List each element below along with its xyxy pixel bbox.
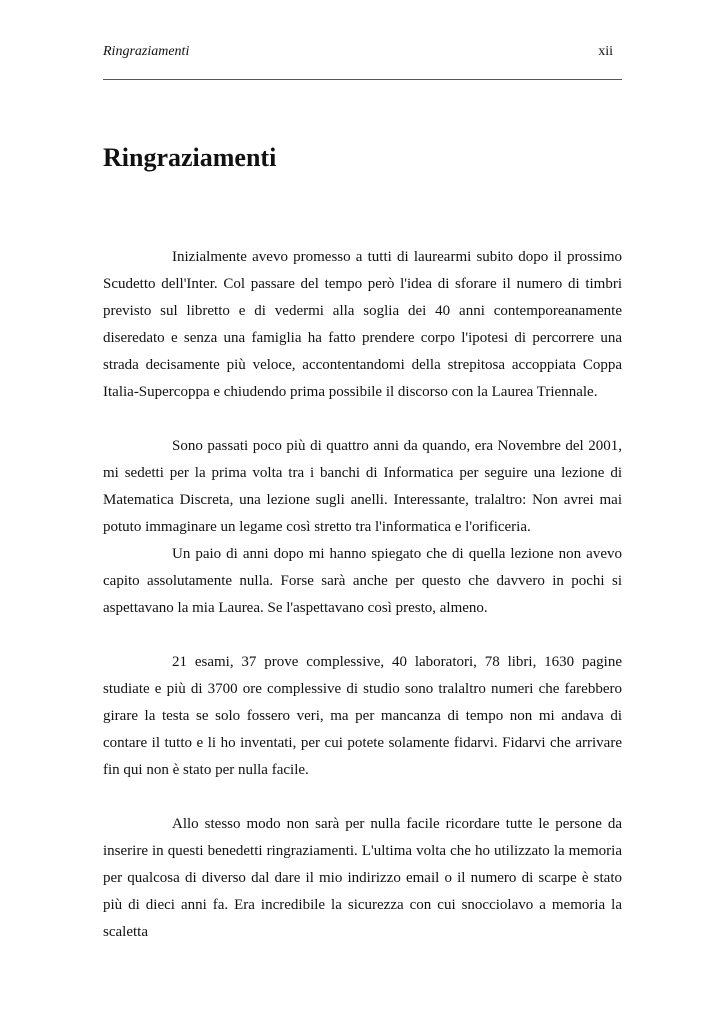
paragraph-1: Inizialmente avevo promesso a tutti di laurearmi subito dopo il prossimo Scudetto dell'Inter. Col passare del tempo però l'idea di sforare il numero di timbri previsto sul libretto e di vedermi alla soglia dei 40 anni contemporeanamente diseredato e senza una famiglia ha fatto prendere corpo l'ipotesi di percorrere una strada decisamente più veloce, accontentandomi della strepitosa accoppiata Coppa Italia-Supercoppa e chiudendo prima possibile il discorso con la Laurea Triennale. (103, 249, 622, 400)
paragraph-5: Allo stesso modo non sarà per nulla facile ricordare tutte le persone da inserire in questi benedetti ringraziamenti. L'ultima volta che ho utilizzato la memoria per qualcosa di diverso dal dare il mio indirizzo email o il numero di scarpe è stato più di dieci anni fa. Era incredibile la sicurezza con cui snocciolavo a memoria la scaletta (103, 816, 622, 940)
paragraph-2: Sono passati poco più di quattro anni da quando, era Novembre del 2001, mi sedetti per la prima volta tra i banchi di Informatica per seguire una lezione di Matematica Discreta, una lezione sugli anelli. Interessante, tralaltro: Non avrei mai potuto immaginare un legame così stretto tra l'informatica e l'orificeria. (103, 438, 622, 535)
running-header (103, 44, 622, 64)
page-number: xii (598, 44, 613, 59)
body-text (103, 244, 622, 946)
chapter-title: Ringraziamenti (103, 143, 277, 172)
paragraph-4: 21 esami, 37 prove complessive, 40 laboratori, 78 libri, 1630 pagine studiate e più di 3700 ore complessive di studio sono tralaltro numeri che farebbero girare la testa se solo fossero veri, ma per mancanza di tempo non mi andava di contare il tutto e li ho inventati, per cui potete solamente fidarvi. Fidarvi che arrivare fin qui non è stato per nulla facile. (103, 654, 622, 778)
paragraph-3: Un paio di anni dopo mi hanno spiegato che di quella lezione non avevo capito assolutamente nulla. Forse sarà anche per questo che davvero in pochi si aspettavano la mia Laurea. Se l'aspettavano così presto, almeno. (103, 546, 622, 616)
header-divider (103, 79, 622, 80)
running-title: Ringraziamenti (103, 44, 190, 59)
